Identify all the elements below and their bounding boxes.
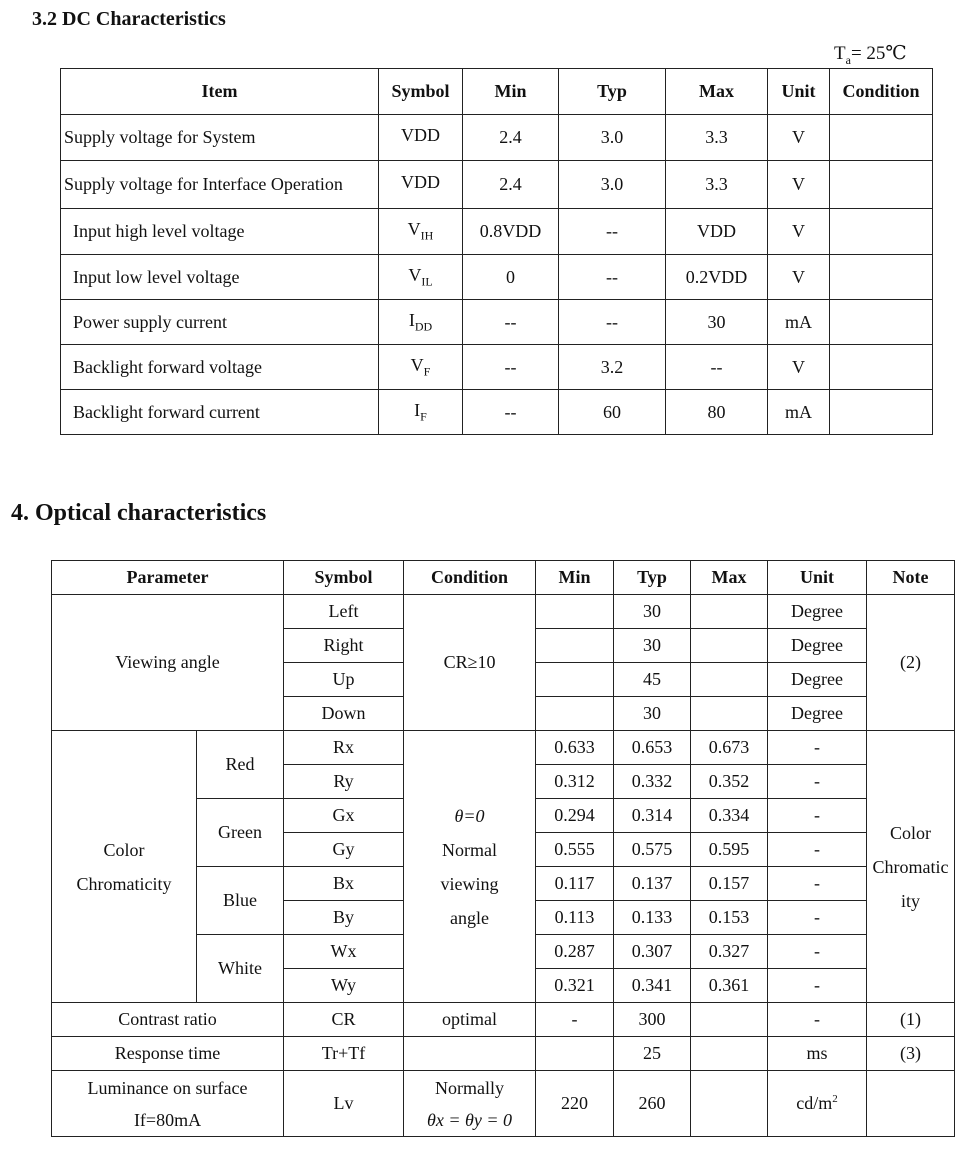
dc-header-item: Item — [61, 69, 379, 115]
chroma-max: 0.327 — [691, 935, 768, 969]
chroma-max: 0.595 — [691, 833, 768, 867]
chroma-max: 0.352 — [691, 765, 768, 799]
optical-header-condition: Condition — [404, 561, 536, 595]
dc-item: Supply voltage for Interface Operation — [61, 161, 379, 209]
dc-typ: -- — [559, 255, 666, 300]
chroma-unit: - — [768, 901, 867, 935]
chroma-min: 0.117 — [536, 867, 614, 901]
optical-header-typ: Typ — [614, 561, 691, 595]
contrast-max — [691, 1003, 768, 1037]
luminance-label: Luminance on surface If=80mA — [52, 1071, 284, 1137]
optical-header-symbol: Symbol — [284, 561, 404, 595]
dc-max: 0.2VDD — [666, 255, 768, 300]
response-max — [691, 1037, 768, 1071]
contrast-row — [52, 1003, 955, 1037]
chroma-max: 0.334 — [691, 799, 768, 833]
dc-max: VDD — [666, 209, 768, 255]
response-row — [52, 1037, 955, 1071]
response-condition — [404, 1037, 536, 1071]
dc-max: 80 — [666, 390, 768, 435]
chroma-unit: - — [768, 833, 867, 867]
dc-condition — [830, 161, 933, 209]
color-chromaticity-label: Color Chromaticity — [52, 731, 197, 1003]
chroma-min: 0.113 — [536, 901, 614, 935]
chroma-typ: 0.575 — [614, 833, 691, 867]
chroma-unit: - — [768, 969, 867, 1003]
dc-condition — [830, 300, 933, 345]
response-symbol: Tr+Tf — [284, 1037, 404, 1071]
chroma-typ: 0.307 — [614, 935, 691, 969]
dc-row — [61, 300, 933, 345]
chroma-unit: - — [768, 731, 867, 765]
dc-max: -- — [666, 345, 768, 390]
optical-header-note: Note — [867, 561, 955, 595]
chroma-symbol: Bx — [284, 867, 404, 901]
dc-symbol: VDD — [379, 161, 463, 209]
viewing-unit: Degree — [768, 595, 867, 629]
viewing-condition: CR≥10 — [404, 595, 536, 731]
viewing-min — [536, 663, 614, 697]
chroma-min: 0.633 — [536, 731, 614, 765]
chroma-max: 0.153 — [691, 901, 768, 935]
chroma-symbol: Wy — [284, 969, 404, 1003]
chroma-condition: θ=0 Normal viewing angle — [404, 731, 536, 1003]
optical-header-max: Max — [691, 561, 768, 595]
dc-symbol: $V_{IH}$ — [379, 209, 463, 255]
chroma-min: 0.294 — [536, 799, 614, 833]
response-note: (3) — [867, 1037, 955, 1071]
dc-row — [61, 390, 933, 435]
dc-row — [61, 209, 933, 255]
dc-min: -- — [463, 300, 559, 345]
viewing-angle-label: Viewing angle — [52, 595, 284, 731]
dc-symbol: $I_F$ — [379, 390, 463, 435]
chroma-unit: - — [768, 867, 867, 901]
response-unit: ms — [768, 1037, 867, 1071]
viewing-symbol: Up — [284, 663, 404, 697]
contrast-typ: 300 — [614, 1003, 691, 1037]
dc-symbol: $I_{DD}$ — [379, 300, 463, 345]
viewing-max — [691, 595, 768, 629]
dc-condition — [830, 255, 933, 300]
dc-typ: 60 — [559, 390, 666, 435]
contrast-note: (1) — [867, 1003, 955, 1037]
viewing-max — [691, 663, 768, 697]
dc-header-max: Max — [666, 69, 768, 115]
dc-item: Power supply current — [61, 300, 379, 345]
dc-condition — [830, 115, 933, 161]
response-min — [536, 1037, 614, 1071]
dc-row — [61, 161, 933, 209]
dc-typ: 3.0 — [559, 161, 666, 209]
dc-symbol: VDD — [379, 115, 463, 161]
luminance-max — [691, 1071, 768, 1137]
dc-row — [61, 345, 933, 390]
luminance-note — [867, 1071, 955, 1137]
chroma-unit: - — [768, 799, 867, 833]
dc-min: 0.8VDD — [463, 209, 559, 255]
viewing-row-left — [52, 595, 955, 629]
chroma-typ: 0.133 — [614, 901, 691, 935]
optical-heading: 4. Optical characteristics — [11, 500, 267, 526]
optical-header-min: Min — [536, 561, 614, 595]
chroma-symbol: Gx — [284, 799, 404, 833]
contrast-min: - — [536, 1003, 614, 1037]
color-group-green: Green — [197, 799, 284, 867]
chroma-symbol: Gy — [284, 833, 404, 867]
viewing-min — [536, 629, 614, 663]
chroma-typ: 0.314 — [614, 799, 691, 833]
chroma-symbol: Wx — [284, 935, 404, 969]
luminance-symbol: Lv — [284, 1071, 404, 1137]
dc-unit: mA — [768, 390, 830, 435]
contrast-condition: optimal — [404, 1003, 536, 1037]
dc-unit: V — [768, 161, 830, 209]
ambient-temperature: $T_a=$ 25℃ — [834, 43, 907, 67]
dc-max: 3.3 — [666, 161, 768, 209]
dc-header-typ: Typ — [559, 69, 666, 115]
dc-unit: V — [768, 115, 830, 161]
dc-min: 2.4 — [463, 115, 559, 161]
dc-typ: 3.0 — [559, 115, 666, 161]
chroma-note: Color Chromatic ity — [867, 731, 955, 1003]
dc-condition — [830, 209, 933, 255]
chroma-symbol: By — [284, 901, 404, 935]
dc-unit: V — [768, 345, 830, 390]
dc-min: 0 — [463, 255, 559, 300]
chroma-unit: - — [768, 765, 867, 799]
luminance-typ: 260 — [614, 1071, 691, 1137]
chroma-max: 0.361 — [691, 969, 768, 1003]
dc-max: 3.3 — [666, 115, 768, 161]
dc-row — [61, 115, 933, 161]
viewing-unit: Degree — [768, 629, 867, 663]
optical-characteristics-table — [51, 560, 955, 1137]
dc-header-condition: Condition — [830, 69, 933, 115]
dc-min: 2.4 — [463, 161, 559, 209]
dc-symbol: $V_F$ — [379, 345, 463, 390]
color-group-red: Red — [197, 731, 284, 799]
color-group-white: White — [197, 935, 284, 1003]
response-label: Response time — [52, 1037, 284, 1071]
chroma-symbol: Ry — [284, 765, 404, 799]
luminance-row — [52, 1071, 955, 1137]
viewing-typ: 30 — [614, 595, 691, 629]
dc-header-min: Min — [463, 69, 559, 115]
contrast-label: Contrast ratio — [52, 1003, 284, 1037]
viewing-typ: 45 — [614, 663, 691, 697]
chroma-min: 0.287 — [536, 935, 614, 969]
viewing-unit: Degree — [768, 663, 867, 697]
chroma-symbol: Rx — [284, 731, 404, 765]
chroma-max: 0.157 — [691, 867, 768, 901]
dc-unit: V — [768, 209, 830, 255]
dc-typ: -- — [559, 300, 666, 345]
dc-condition — [830, 345, 933, 390]
viewing-symbol: Left — [284, 595, 404, 629]
luminance-min: 220 — [536, 1071, 614, 1137]
contrast-unit: - — [768, 1003, 867, 1037]
dc-max: 30 — [666, 300, 768, 345]
optical-header-row — [52, 561, 955, 595]
viewing-max — [691, 629, 768, 663]
dc-item: Backlight forward voltage — [61, 345, 379, 390]
dc-condition — [830, 390, 933, 435]
dc-typ: -- — [559, 209, 666, 255]
dc-min: -- — [463, 390, 559, 435]
contrast-symbol: CR — [284, 1003, 404, 1037]
color-group-blue: Blue — [197, 867, 284, 935]
viewing-symbol: Down — [284, 697, 404, 731]
viewing-symbol: Right — [284, 629, 404, 663]
chroma-typ: 0.332 — [614, 765, 691, 799]
response-typ: 25 — [614, 1037, 691, 1071]
dc-characteristics-table — [60, 68, 933, 435]
chroma-min: 0.321 — [536, 969, 614, 1003]
viewing-typ: 30 — [614, 697, 691, 731]
dc-row — [61, 255, 933, 300]
optical-header-unit: Unit — [768, 561, 867, 595]
dc-item: Input low level voltage — [61, 255, 379, 300]
viewing-min — [536, 697, 614, 731]
dc-unit: mA — [768, 300, 830, 345]
dc-typ: 3.2 — [559, 345, 666, 390]
dc-heading: 3.2 DC Characteristics — [32, 8, 226, 30]
viewing-unit: Degree — [768, 697, 867, 731]
dc-header-unit: Unit — [768, 69, 830, 115]
chroma-min: 0.312 — [536, 765, 614, 799]
chroma-typ: 0.653 — [614, 731, 691, 765]
dc-symbol: $V_{IL}$ — [379, 255, 463, 300]
luminance-condition: Normally θx = θy = 0 — [404, 1071, 536, 1137]
dc-item: Input high level voltage — [61, 209, 379, 255]
dc-min: -- — [463, 345, 559, 390]
dc-header-row — [61, 69, 933, 115]
luminance-unit: $cd/m^2$ — [768, 1071, 867, 1137]
chroma-min: 0.555 — [536, 833, 614, 867]
optical-header-parameter: Parameter — [52, 561, 284, 595]
chroma-typ: 0.341 — [614, 969, 691, 1003]
chroma-max: 0.673 — [691, 731, 768, 765]
chroma-row-rx — [52, 731, 955, 765]
viewing-note: (2) — [867, 595, 955, 731]
dc-unit: V — [768, 255, 830, 300]
dc-item: Supply voltage for System — [61, 115, 379, 161]
viewing-typ: 30 — [614, 629, 691, 663]
chroma-typ: 0.137 — [614, 867, 691, 901]
chroma-unit: - — [768, 935, 867, 969]
dc-header-symbol: Symbol — [379, 69, 463, 115]
viewing-max — [691, 697, 768, 731]
viewing-min — [536, 595, 614, 629]
dc-item: Backlight forward current — [61, 390, 379, 435]
